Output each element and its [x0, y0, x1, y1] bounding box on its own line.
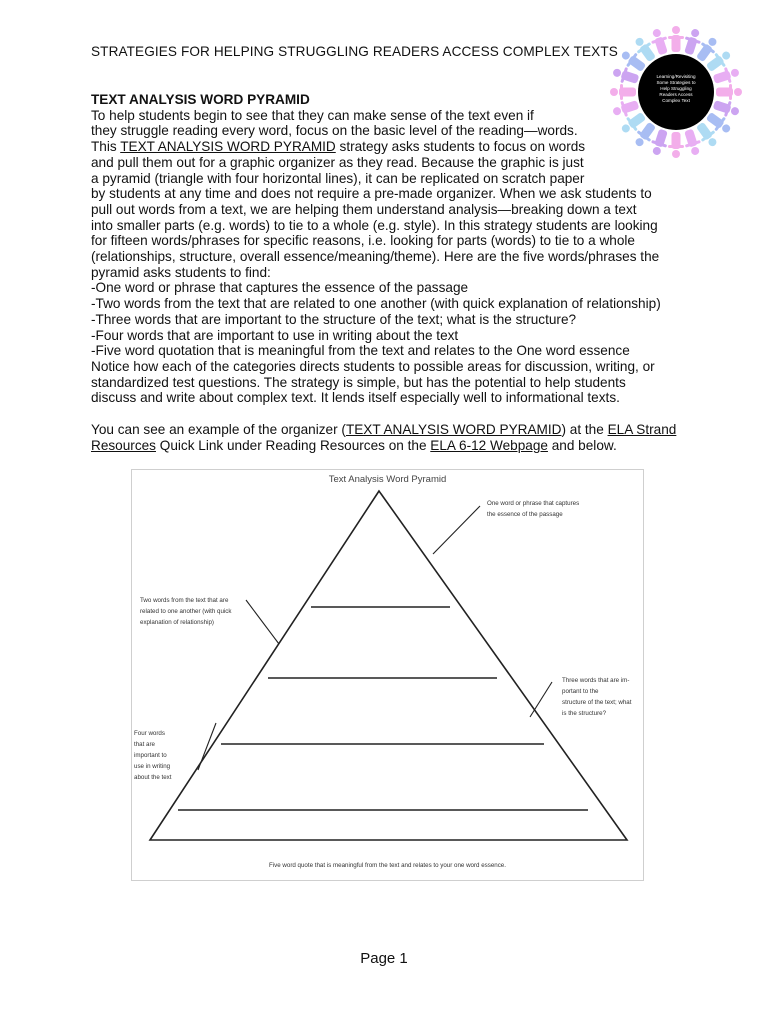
- paragraph-line: (relationships, structure, overall essence/meaning/theme). Here are the five words/phrases the: [91, 249, 660, 265]
- label-line: the essence of the passage: [487, 511, 563, 518]
- text-span: ) at the: [561, 422, 608, 438]
- label-three-words: [562, 675, 631, 719]
- label-five-word-quote: Five word quote that is meaningful from the text and relates to your one word essence.: [269, 862, 506, 869]
- pyramid-figure: [131, 469, 644, 881]
- label-two-words: [140, 595, 232, 628]
- logo-text-4: Readers Access: [659, 92, 693, 97]
- ela-webpage-link[interactable]: ELA 6-12 Webpage: [430, 437, 548, 453]
- paragraph-line: [91, 438, 691, 454]
- list-item: -Two words from the text that are related to one another (with quick explanation of relationship): [91, 296, 661, 312]
- paragraph-line: standardized test questions. The strategy is simple, but has the potential to help students: [91, 374, 626, 390]
- label-line: related to one another (with quick: [140, 608, 232, 615]
- page-header: STRATEGIES FOR HELPING STRUGGLING READERS ACCESS COMPLEX TEXTS: [91, 44, 618, 59]
- figure-title: Text Analysis Word Pyramid: [328, 474, 447, 485]
- paragraph-line: into smaller parts (e.g. words) to tie to a whole (e.g. style). In this strategy students are looking: [91, 217, 658, 233]
- list-item: -Four words that are important to use in writing about the text: [91, 327, 459, 343]
- text-span: strategy asks students to focus on words: [335, 139, 586, 155]
- callout-line-4: [198, 723, 216, 770]
- label-line: that are: [134, 741, 155, 748]
- label-line: about the text: [134, 774, 172, 781]
- paragraph-line: [91, 422, 691, 438]
- text-span: Quick Link under Reading Resources on the: [155, 437, 431, 453]
- person-icon: [668, 26, 684, 52]
- paragraph-line: To help students begin to see that they can make sense of the text even if: [91, 107, 534, 123]
- callout-line-1: [433, 506, 480, 554]
- paragraph-line: by students at any time and does not require a pre-made organizer. When we ask students to: [91, 186, 652, 202]
- label-line: Two words from the text that are: [140, 597, 229, 604]
- callout-line-2: [246, 600, 279, 644]
- label-line: important to: [134, 752, 167, 759]
- text-span: You can see an example of the organizer (: [91, 422, 346, 438]
- list-item: -Three words that are important to the structure of the text; what is the structure?: [91, 311, 577, 327]
- label-line: explanation of relationship): [140, 619, 214, 626]
- logo-text-2: Some Strategies to: [656, 80, 696, 85]
- organizer-link[interactable]: TEXT ANALYSIS WORD PYRAMID: [345, 422, 562, 438]
- person-icon: [716, 84, 742, 100]
- text-span: and below.: [547, 437, 617, 453]
- paragraph-line: [91, 139, 691, 155]
- label-line: Three words that are im-: [562, 677, 630, 684]
- paragraph-line: pull out words from a text, we are helping them understand analysis—breaking down a text: [91, 201, 637, 217]
- label-four-words: [134, 728, 172, 783]
- label-line: One word or phrase that captures: [487, 500, 580, 507]
- strategy-link[interactable]: TEXT ANALYSIS WORD PYRAMID: [120, 139, 336, 155]
- ela-strand-link[interactable]: ELA Strand: [607, 422, 677, 438]
- paragraph-line: discuss and write about complex text. It lends itself especially well to informational texts.: [91, 390, 620, 406]
- paragraph-gap: [91, 406, 691, 422]
- list-item: -Five word quotation that is meaningful from the text and relates to the One word essence: [91, 343, 630, 359]
- section-title: TEXT ANALYSIS WORD PYRAMID: [91, 92, 310, 107]
- label-line: use in writing: [134, 763, 171, 770]
- paragraph-line: for fifteen words/phrases for specific reasons, i.e. looking for parts (words) to tie to a whole: [91, 233, 635, 249]
- label-line: portant to the: [562, 688, 599, 695]
- page-number: Page 1: [360, 950, 408, 967]
- list-item: -One word or phrase that captures the essence of the passage: [91, 280, 469, 296]
- paragraph-line: they struggle reading every word, focus on the basic level of the reading—words.: [91, 123, 578, 139]
- article-body: [91, 92, 691, 453]
- paragraph-line: a pyramid (triangle with four horizontal lines), it can be replicated on scratch paper: [91, 170, 585, 186]
- logo-text-1: Learning/Revisiting: [656, 74, 696, 79]
- paragraph-line: and pull them out for a graphic organizer as they read. Because the graphic is just: [91, 154, 584, 170]
- logo-text-5: Complex Text: [662, 98, 690, 103]
- callout-line-3: [530, 682, 552, 717]
- paragraph-line: Notice how each of the categories directs students to possible areas for discussion, writing, or: [91, 358, 655, 374]
- text-span: This: [91, 139, 121, 155]
- ela-strand-resources-link[interactable]: Resources: [91, 437, 156, 453]
- label-one-word: [487, 498, 579, 520]
- label-line: is the structure?: [562, 710, 607, 717]
- label-line: Four words: [134, 730, 165, 737]
- label-line: structure of the text; what: [562, 699, 632, 706]
- pyramid-outline: [150, 491, 627, 840]
- logo-text-3: Help Struggling: [660, 86, 692, 91]
- paragraph-line: pyramid asks students to find:: [91, 264, 271, 280]
